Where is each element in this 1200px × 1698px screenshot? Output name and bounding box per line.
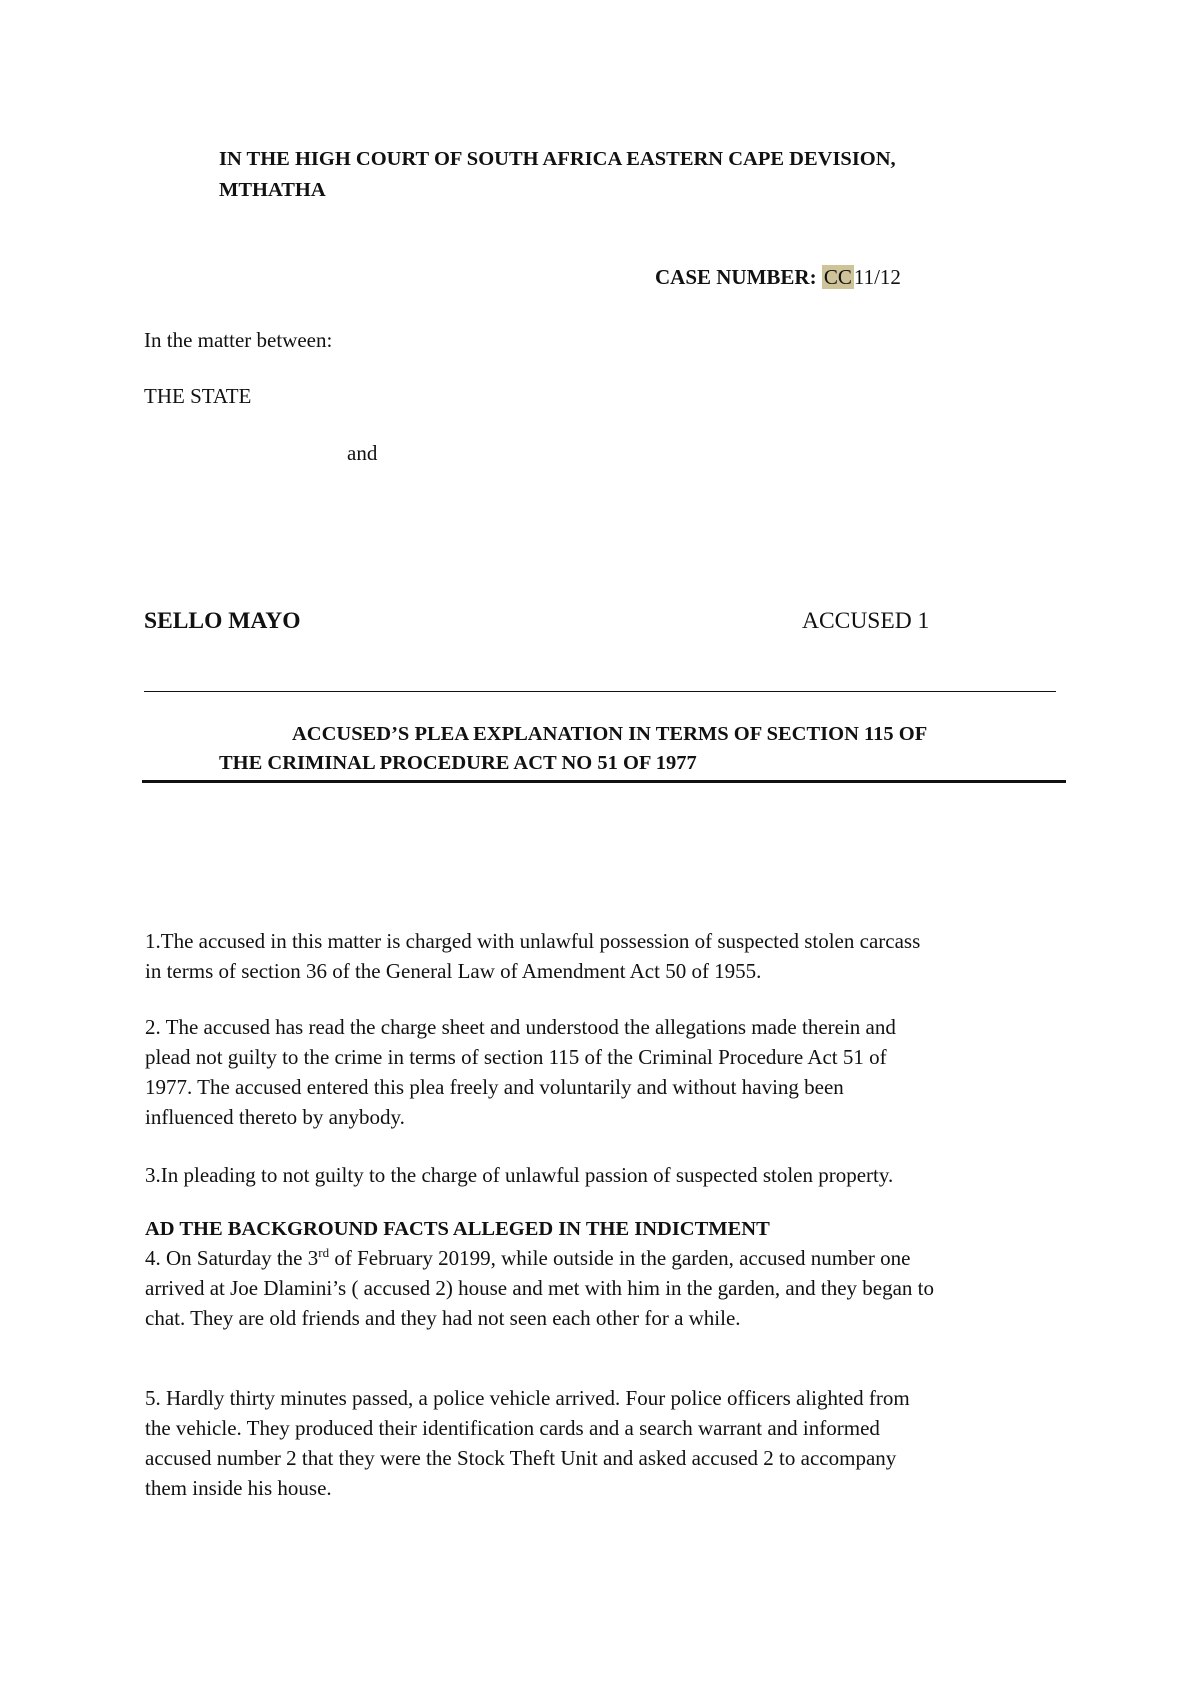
paragraph-2 <box>145 1012 1075 1132</box>
paragraph-line: in terms of section 36 of the General Law of Amendment Act 50 of 1955. <box>145 959 762 983</box>
paragraph-line: plead not guilty to the crime in terms of section 115 of the Criminal Procedure Act 51 of <box>145 1045 887 1069</box>
case-number-prefix: CC <box>823 265 852 289</box>
paragraph-line: 5. Hardly thirty minutes passed, a police vehicle arrived. Four police officers alighted from <box>145 1386 910 1410</box>
title-underline <box>142 780 1066 783</box>
accused-role: ACCUSED 1 <box>802 608 930 634</box>
paragraph-line: 2. The accused has read the charge sheet and understood the allegations made therein and <box>145 1015 896 1039</box>
paragraph-4-text-a: 4. On Saturday the 3 <box>145 1246 319 1270</box>
plea-title <box>219 720 1069 778</box>
court-title <box>219 144 896 206</box>
separator-line <box>144 691 1056 692</box>
court-title-line-1: IN THE HIGH COURT OF SOUTH AFRICA EASTERN CAPE DEVISION, <box>219 148 896 170</box>
paragraph-4-text-b: of February 20199, while outside in the garden, accused number one <box>329 1246 911 1270</box>
plea-title-line-2: THE CRIMINAL PROCEDURE ACT NO 51 OF 1977 <box>219 752 697 774</box>
paragraph-line: the vehicle. They produced their identification cards and a search warrant and informed <box>145 1416 880 1440</box>
case-number <box>655 265 901 290</box>
plaintiff-name: THE STATE <box>144 384 252 408</box>
paragraph-line: accused number 2 that they were the Stock Theft Unit and asked accused 2 to accompany <box>145 1446 897 1470</box>
paragraph-line <box>145 1243 1075 1273</box>
ordinal-suffix: rd <box>318 1245 330 1260</box>
paragraph-line: chat. They are old friends and they had not seen each other for a while. <box>145 1306 741 1330</box>
paragraph-5 <box>145 1383 1075 1503</box>
paragraph-line: 1977. The accused entered this plea freely and voluntarily and without having been <box>145 1075 844 1099</box>
case-number-suffix: 11/12 <box>853 265 901 289</box>
paragraph-3 <box>145 1160 1075 1190</box>
paragraph-line: influenced thereto by anybody. <box>145 1105 405 1129</box>
case-number-label: CASE NUMBER: <box>655 265 817 289</box>
paragraph-line: them inside his house. <box>145 1476 332 1500</box>
court-title-line-2: MTHATHA <box>219 179 326 201</box>
plea-title-line-1: ACCUSED’S PLEA EXPLANATION IN TERMS OF SECTION 115 OF <box>292 723 928 745</box>
accused-name: SELLO MAYO <box>144 608 301 634</box>
paragraph-1 <box>145 926 1075 986</box>
conjunction-and: and <box>347 441 378 465</box>
paragraph-line: 3.In pleading to not guilty to the charge of unlawful passion of suspected stolen property. <box>145 1163 894 1187</box>
paragraph-line: arrived at Joe Dlamini’s ( accused 2) house and met with him in the garden, and they began to <box>145 1276 935 1300</box>
paragraph-4 <box>145 1243 1075 1333</box>
paragraph-line: 1.The accused in this matter is charged with unlawful possession of suspected stolen carcass <box>145 929 921 953</box>
matter-intro: In the matter between: <box>144 328 333 352</box>
section-heading: AD THE BACKGROUND FACTS ALLEGED IN THE INDICTMENT <box>145 1218 770 1240</box>
